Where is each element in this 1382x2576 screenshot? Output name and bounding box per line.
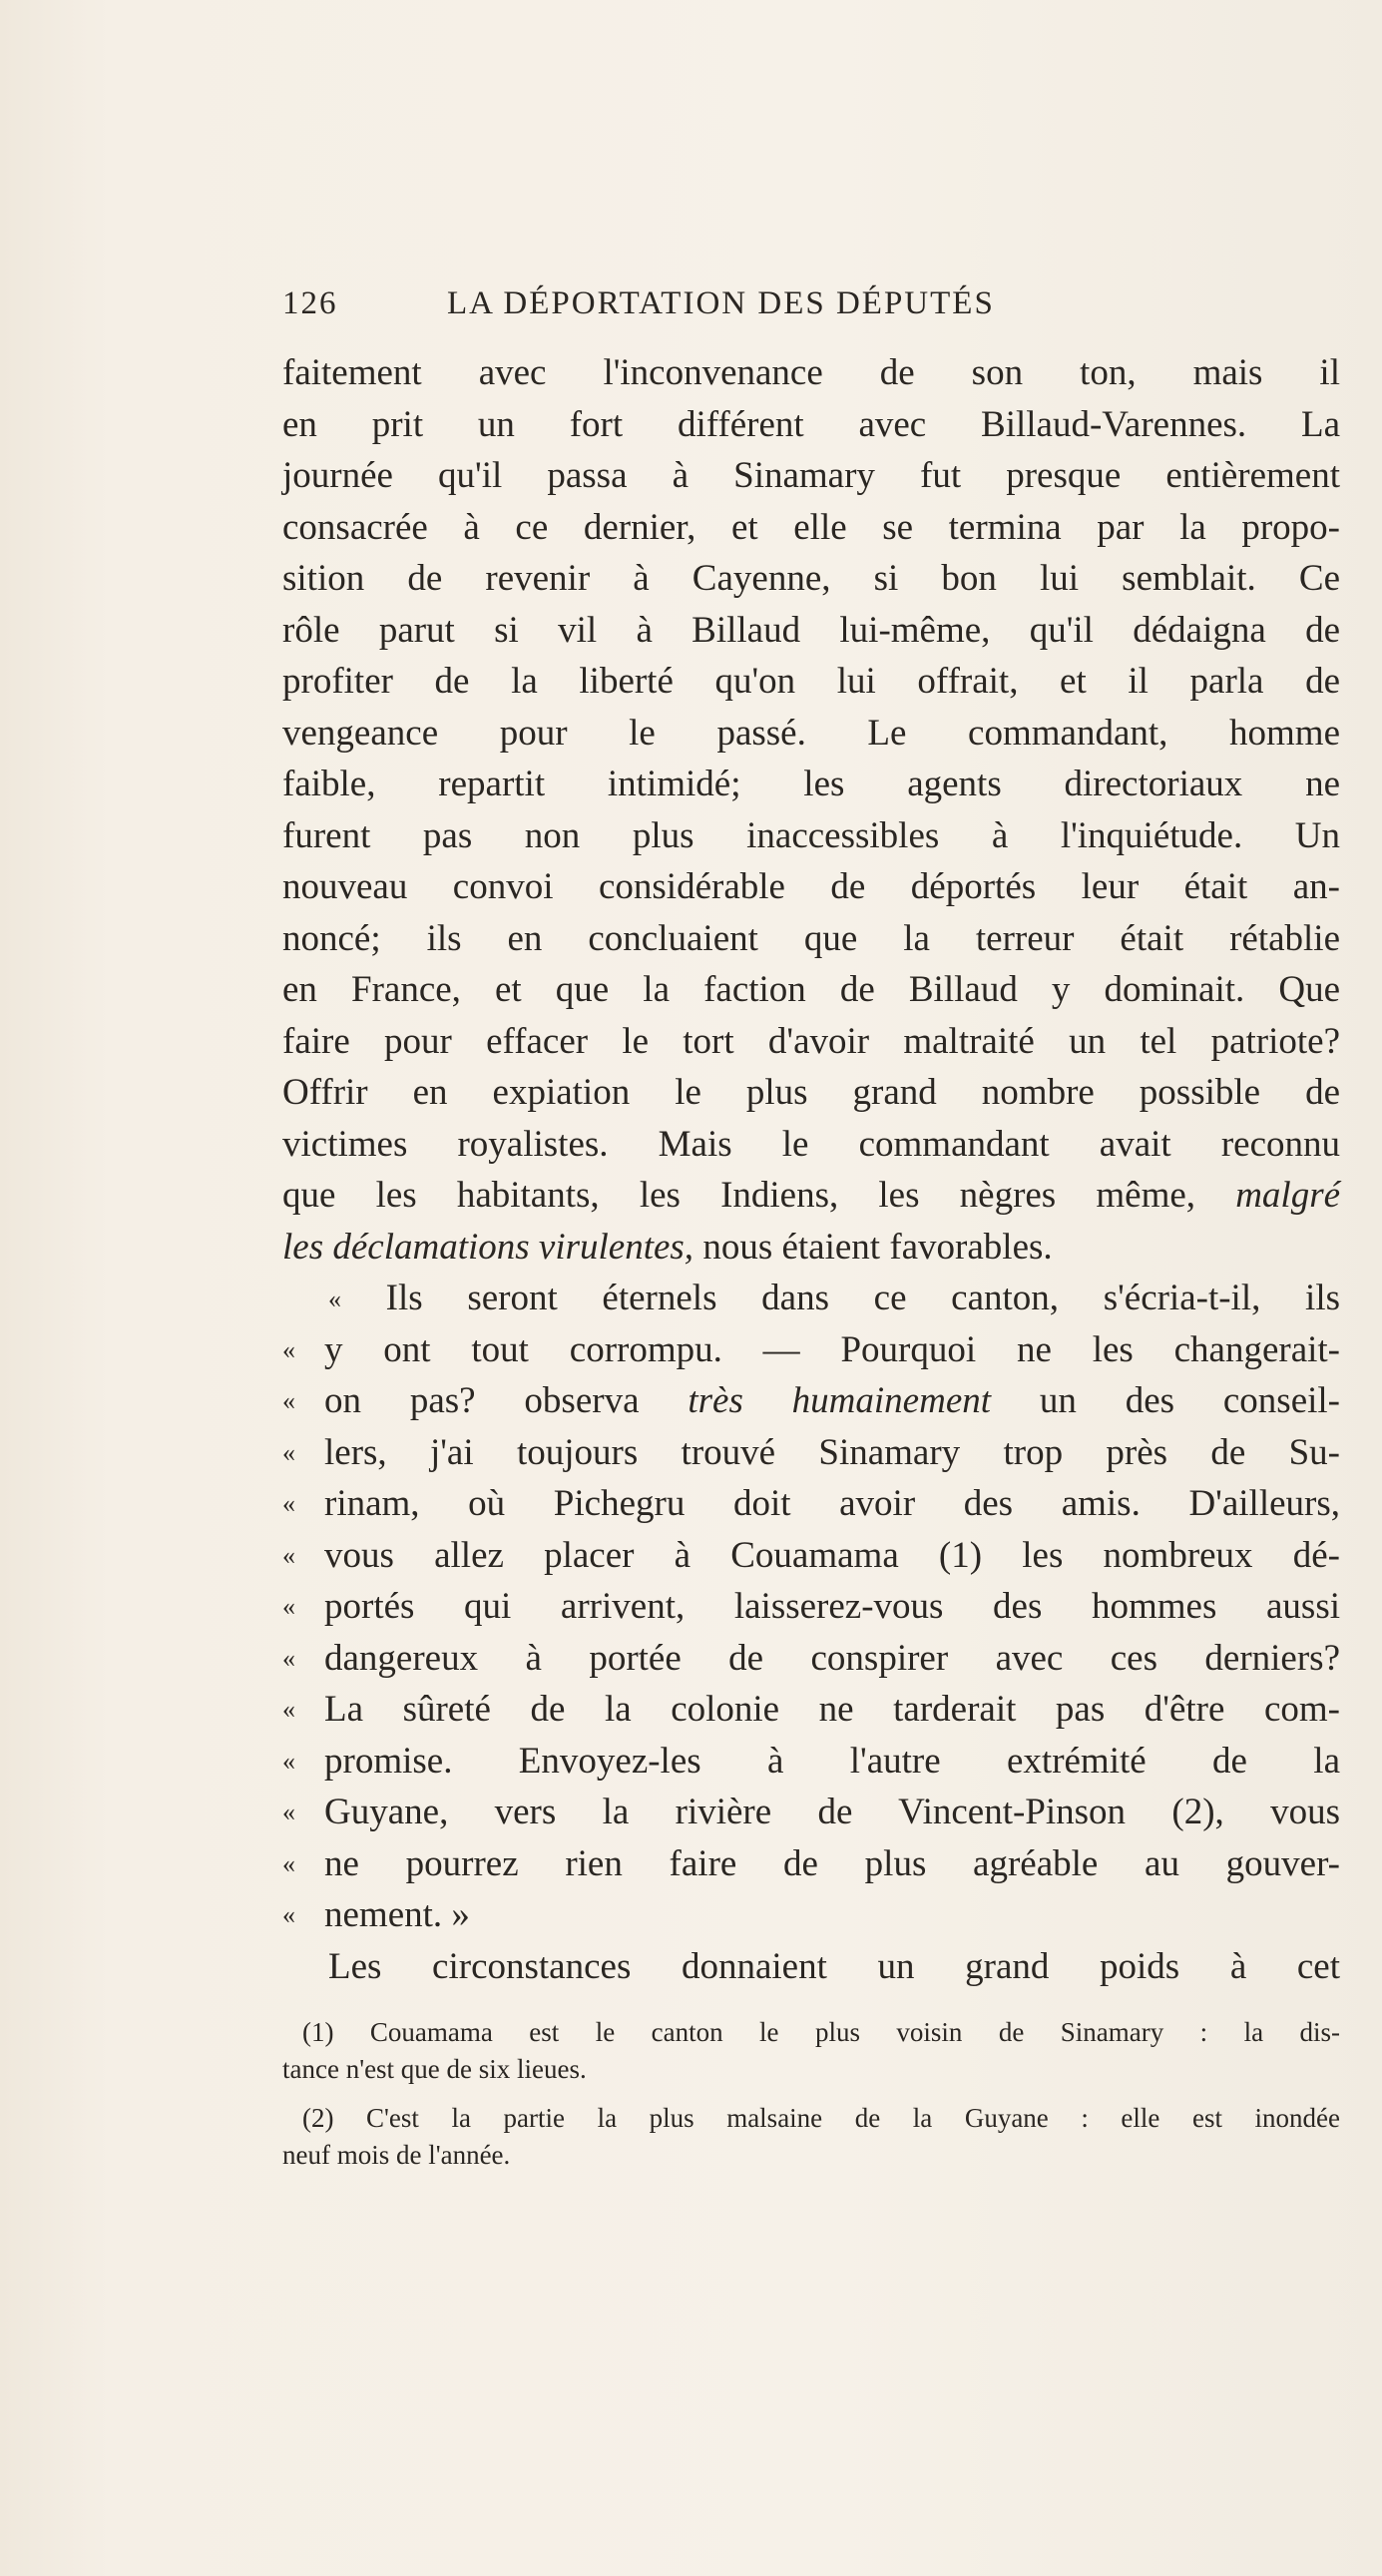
quote-line	[282, 1478, 1340, 1530]
text-segment: on pas? observa	[324, 1380, 640, 1421]
quote-line	[282, 1787, 1340, 1838]
text-line: journée qu'il passa à Sinamary fut presque entièrement	[282, 455, 1340, 496]
text-segment	[324, 1375, 1340, 1427]
quote-mark: «	[282, 1900, 295, 1929]
text-segment: rinam, où Pichegru doit avoir des amis. D'ailleurs,	[324, 1483, 1340, 1524]
quote-line	[282, 1684, 1340, 1736]
text-line: en France, et que la faction de Billaud y dominait. Que	[282, 969, 1340, 1010]
text-line: faitement avec l'inconvenance de son ton, mais il	[282, 352, 1340, 393]
quote-mark: «	[328, 1285, 341, 1313]
text-line: rôle parut si vil à Billaud lui-même, qu'il dédaigna de	[282, 609, 1340, 651]
text-line: consacrée à ce dernier, et elle se termina par la propo-	[282, 506, 1340, 548]
italic-text: très humainement	[688, 1380, 992, 1421]
quote-line	[282, 1530, 1340, 1582]
page-number: 126	[282, 285, 338, 321]
text-line: faible, repartit intimidé; les agents directoriaux ne	[282, 764, 1340, 804]
text-line: vengeance pour le passé. Le commandant, homme	[282, 712, 1340, 754]
quote-line	[282, 1633, 1340, 1685]
italic-text: les déclamations virulentes,	[282, 1226, 694, 1268]
quote-line	[282, 1427, 1340, 1479]
quote-line	[282, 1581, 1340, 1633]
quote-line	[282, 1324, 1340, 1376]
quote-mark: «	[282, 1746, 295, 1776]
text-line: faire pour effacer le tort d'avoir maltraité un tel patriote?	[282, 1020, 1340, 1062]
italic-text: malgré	[1235, 1175, 1341, 1216]
text-segment: y ont tout corrompu. — Pourquoi ne les changerait-	[324, 1328, 1340, 1370]
text-line: sition de revenir à Cayenne, si bon lui semblait. Ce	[282, 558, 1340, 599]
quote-mark: «	[282, 1848, 295, 1878]
text-segment: que les habitants, les Indiens, les nègres même,	[282, 1175, 1196, 1216]
footnote-spacer	[282, 2088, 1340, 2100]
text-segment: dangereux à portée de conspirer avec ces derniers?	[324, 1637, 1340, 1679]
quote-mark: «	[282, 1334, 295, 1364]
text-segment: un des conseil-	[991, 1380, 1340, 1421]
text-segment: vous allez placer à Couamama (1) les nombreux dé-	[324, 1534, 1340, 1576]
quote-mark: «	[282, 1540, 295, 1570]
quote-mark: «	[282, 1592, 295, 1621]
quote-mark: «	[282, 1643, 295, 1673]
text-segment: Guyane, vers la rivière de Vincent-Pinson (2), vous	[324, 1792, 1340, 1832]
text-segment: nous étaient favorables.	[693, 1226, 1053, 1268]
footnotes	[282, 2014, 1340, 2174]
quote-line	[282, 1273, 1340, 1324]
quote-line	[282, 1736, 1340, 1788]
quote-mark: «	[282, 1437, 295, 1467]
text-segment: lers, j'ai toujours trouvé Sinamary trop près de Su-	[324, 1431, 1340, 1473]
quote-mark: «	[282, 1695, 295, 1724]
footnote-1-line: tance n'est que de six lieues.	[282, 2054, 587, 2084]
text-segment: ne pourrez rien faire de plus agréable au gouver-	[324, 1842, 1340, 1884]
quote-line	[282, 1838, 1340, 1890]
text-segment: portés qui arrivent, laisserez-vous des hommes aussi	[324, 1586, 1340, 1627]
footnote-2-line: neuf mois de l'année.	[282, 2140, 511, 2170]
text-segment: nement. »	[324, 1894, 470, 1935]
text-line: noncé; ils en concluaient que la terreur était rétablie	[282, 917, 1340, 959]
text-line: Les circonstances donnaient un grand poids à cet	[328, 1945, 1340, 1987]
text-segment: La sûreté de la colonie ne tarderait pas d'être com-	[324, 1689, 1340, 1730]
body-text	[282, 347, 1340, 1992]
text-line: furent pas non plus inaccessibles à l'inquiétude. Un	[282, 814, 1340, 856]
quote-mark: «	[282, 1798, 295, 1826]
running-header	[282, 285, 1195, 331]
text-segment: Ils seront éternels dans ce canton, s'écria-t-il, ils	[385, 1278, 1340, 1318]
text-line: en prit un fort différent avec Billaud-Varennes. La	[282, 403, 1340, 445]
text-line: profiter de la liberté qu'on lui offrait, et il parla de	[282, 661, 1340, 702]
footnote-2-line: (2) C'est la partie la plus malsaine de la Guyane : elle est inondée	[302, 2103, 1340, 2133]
text-line	[282, 1222, 1340, 1274]
quote-mark: «	[282, 1386, 295, 1415]
quote-mark: «	[282, 1489, 295, 1518]
text-line: victimes royalistes. Mais le commandant avait reconnu	[282, 1123, 1340, 1165]
running-title: LA DÉPORTATION DES DÉPUTÉS	[447, 285, 995, 321]
text-line: Offrir en expiation le plus grand nombre possible de	[282, 1072, 1340, 1113]
quote-line	[282, 1889, 1340, 1941]
text-line: nouveau convoi considérable de déportés leur était an-	[282, 866, 1340, 907]
footnote-1-line: (1) Couamama est le canton le plus voisin de Sinamary : la dis-	[302, 2017, 1340, 2047]
text-segment: promise. Envoyez-les à l'autre extrémité de la	[324, 1740, 1340, 1782]
quote-line	[282, 1375, 1340, 1427]
text-line	[282, 1170, 1340, 1222]
